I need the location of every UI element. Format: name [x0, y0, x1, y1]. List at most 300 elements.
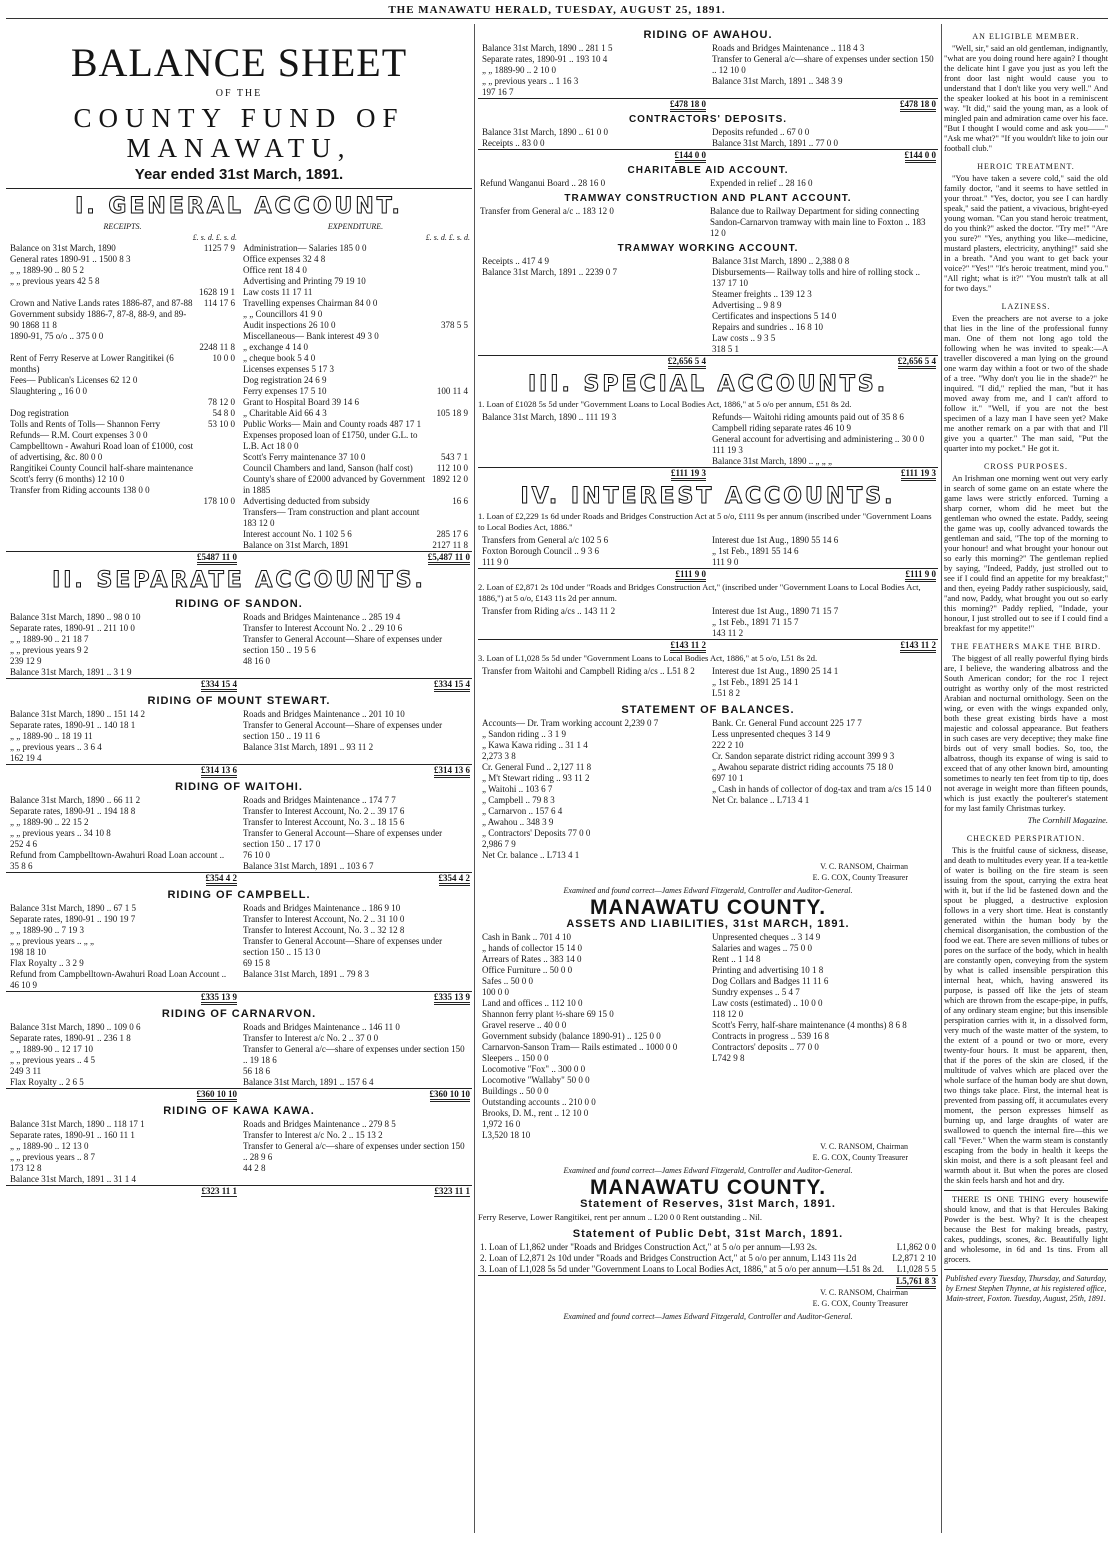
ledger-row	[8, 667, 237, 678]
ledger-description: Rangitikei County Council half-share maintenance Scott's ferry (6 months) 12 10 0	[10, 463, 193, 484]
ledger-amount: 2127 11 8	[432, 540, 468, 550]
ledger-row	[710, 43, 936, 54]
special-total-left: £111 19 3	[671, 468, 706, 481]
ledger-amount: 2248 11 8	[199, 342, 235, 352]
riding-left	[8, 903, 237, 991]
ledger-entry: „ „ previous years .. 3 6 4	[10, 742, 102, 752]
ledger-row	[241, 386, 470, 397]
articles-container	[944, 32, 1108, 1186]
ledger-entry: 56 18 6	[243, 1066, 270, 1076]
awahou-heading: RIDING OF AWAHOU.	[643, 29, 773, 41]
ledger-amount: 543 7 1	[441, 452, 468, 462]
ledger-row	[8, 463, 237, 485]
ledger-row	[241, 1130, 470, 1141]
ledger-row	[241, 861, 470, 872]
ledger-row	[241, 656, 470, 667]
ledger-entry: Balance 31st March, 1890 .. 61 0 0	[482, 127, 608, 137]
ledger-row	[241, 364, 470, 375]
debt-description: 3. Loan of L1,028 5s 5d under "Government Loans to Local Bodies Act, 1886," at 5 o/o per annum—L51 8s 2d.	[480, 1264, 885, 1274]
riding-left	[8, 612, 237, 678]
ledger-entry: Unpresented cheques .. 3 14 9	[712, 932, 821, 942]
ledger-row	[710, 740, 936, 751]
ledger-row	[8, 254, 237, 265]
ledger-row	[8, 742, 237, 753]
tram-working-left	[480, 256, 706, 278]
assets-audit: Examined and found correct—James Edward Fitzgerald, Controller and Auditor-General.	[563, 1166, 853, 1175]
riding-right	[241, 903, 470, 980]
ledger-row	[480, 1086, 706, 1097]
ledger-description: „ „ Councillors 41 9 0	[243, 309, 323, 319]
ledger-description: Public Works— Main and County roads 487 17 1	[243, 419, 422, 429]
charitable-heading: CHARITABLE AID ACCOUNT.	[627, 165, 789, 176]
interest-table-1	[478, 535, 938, 580]
ledger-row	[8, 1152, 237, 1163]
ledger-description: Grant to Hospital Board 39 14 6	[243, 397, 359, 407]
ledger-entry: Balance 31st March, 1891 .. 2239 0 7	[482, 267, 617, 277]
ledger-row	[710, 557, 936, 568]
hercules-ad-text: THERE IS ONE THING every housewife should know, and that is that Hercules Baking Powder is the best. Why? It is the cheapest because the Best for making breads, pastry, cakes, puddings, scones, &c. Beautifully light and wholesome, in 6d and 1s tins. From all grocers.	[944, 1195, 1108, 1264]
ledger-entry: Transfer to General Account—Share of expenses under section 150 .. 15 13 0	[243, 936, 443, 957]
ledger-row	[480, 965, 706, 976]
ledger-row	[8, 1077, 237, 1088]
article-body: This is the fruitful cause of sickness, disease, and death to multitudes every year. If a tea-kettle of water is boiling on the fire steam is seen issuing from the spout, carrying the extra heat with it, but if the lid be fastened down and the spout be plugged, a destructive explosion follows in a very short time. Heat is constantly generated within the human body by the chemical disorganisation, the combustion of the food we eat. There are seven millions of tubes or pores on the surface of the body, which in health are constantly open, conveying from the system by what is called insensible perspiration this internal heat, which, having answered its purpose, is passed off like the jets of steam which are thrown from the escape-pipe, in puffs, of any ordinary steam engine; but this insensible perspiration carries with it, in a dissolved form, very much of the waste matter of the system, to the extent of a pound or two or more, every twenty-four hours. It must be apparent, then, that if the pores of the skin are closed, if the multitude of valves which are placed over the whole surface of the human body are shut down, two things take place. First, the internal heat is prevented from passing off, it accumulates every moment, the person expresses himself as burning up, and large draughts of water are swallowed to quench the internal fire—this we call "Fever." When the warm steam is constantly escaping from the body in health it keeps the skin moist, and there is a soft pleasant feel and warmth about it. But when the pores are closed the skin feels harsh and hot and dry.	[944, 846, 1108, 1185]
debt-row	[478, 1253, 938, 1264]
ledger-description: Fees— Publican's Licenses 62 12 0	[10, 375, 138, 385]
interest-loan-3: 3. Loan of L1,028 5s 5d under "Government Loans to Local Bodies Act, 1886," at 5 o/o, L51 8s 2d.	[478, 653, 818, 663]
ledger-entry: Brooks, D. M., rent .. 12 10 0	[482, 1108, 589, 1118]
ledger-row	[710, 773, 936, 784]
ledger-row	[710, 256, 936, 267]
ledger-row	[8, 914, 237, 925]
ledger-entry: 76 10 0	[243, 850, 270, 860]
ledger-row	[8, 947, 237, 958]
contractors-total-left: £144 0 0	[675, 150, 707, 163]
debt-row	[478, 1242, 938, 1253]
balances-audit: Examined and found correct—James Edward Fitzgerald, Controller and Auditor-General.	[563, 886, 853, 895]
ledger-row	[8, 375, 237, 386]
ledger-row	[241, 452, 470, 463]
balances-treasurer: E. G. COX, County Treasurer	[812, 873, 908, 882]
riding-total: £314 13 6	[434, 765, 470, 778]
riding-total: £334 15 4	[201, 679, 237, 692]
ledger-entry: L3,520 18 10	[482, 1130, 531, 1140]
ledger-row	[8, 265, 237, 276]
ledger-row	[241, 1077, 470, 1088]
ledger-row	[480, 1075, 706, 1086]
ledger-row	[241, 634, 470, 656]
ledger-row	[8, 753, 237, 764]
interest-table-3	[478, 666, 938, 699]
ledger-row	[480, 65, 706, 76]
riding-total: £360 10 10	[430, 1089, 471, 1102]
ledger-row	[241, 397, 470, 408]
article-title: CHECKED PERSPIRATION.	[966, 834, 1086, 843]
ledger-entry: Separate rates, 1890-91 .. 160 11 1	[10, 1130, 135, 1140]
ledger-row	[8, 656, 237, 667]
debt-chairman: V. C. RANSOM, Chairman	[820, 1288, 908, 1297]
ledger-entry: Interest due 1st Aug., 1890 71 15 7	[712, 606, 839, 616]
special-accounts-heading: III. SPECIAL ACCOUNTS.	[527, 372, 889, 397]
article	[944, 834, 1108, 1186]
ledger-row	[241, 320, 470, 331]
ledger-row	[710, 965, 936, 976]
ledger-entry: Separate rates, 1890-91 .. 140 18 1	[10, 720, 136, 730]
ledger-row	[710, 987, 936, 998]
ledger-entry: 173 12 8	[10, 1163, 42, 1173]
ledger-row	[8, 634, 237, 645]
ledger-entry: 162 19 4	[10, 753, 42, 763]
ledger-entry: Balance 31st March, 1890 .. 118 17 1	[10, 1119, 145, 1129]
ledger-row	[8, 441, 237, 463]
title-county: COUNTY FUND OF MANAWATU,	[73, 103, 405, 163]
ledger-description: County's share of £2000 advanced by Government in 1885	[243, 474, 426, 495]
interest-2-total-left: £143 11 2	[670, 640, 706, 653]
ledger-amount	[430, 364, 470, 375]
ledger-entry: Balance 31st March, 1891 .. 3 1 9	[10, 667, 132, 677]
ledger-row	[710, 434, 936, 445]
ledger-entry: „ „ 1889-90 .. 7 19 3	[10, 925, 84, 935]
ledger-row	[8, 287, 237, 298]
ledger-entry: Carnarvon-Sanson Tram— Rails estimated .. 1000 0 0	[482, 1042, 678, 1052]
ledger-entry: „ „ previous years .. 34 10 8	[10, 828, 111, 838]
ledger-entry: „ „ 1889-90 .. 12 17 10	[10, 1044, 93, 1054]
ledger-row	[480, 773, 706, 784]
balances-right	[710, 718, 936, 806]
ledger-entry: Printing and advertising 10 1 8	[712, 965, 824, 975]
ledger-description: Transfer from Riding accounts 138 0 0	[10, 485, 150, 495]
ledger-row	[710, 54, 936, 76]
ledger-entry: Balance 31st March, 1891 .. 31 1 4	[10, 1174, 136, 1184]
ledger-entry: Dog Collars and Badges 11 11 6	[712, 976, 829, 986]
ledger-entry: „ Sandon riding .. 3 1 9	[482, 729, 566, 739]
awahou-left	[480, 43, 706, 98]
ledger-row	[480, 976, 706, 987]
ledger-row	[241, 342, 470, 353]
ledger-description: Balance on 31st March, 1890	[10, 243, 116, 253]
ledger-entry: Arrears of Rates .. 383 14 0	[482, 954, 582, 964]
ledger-entry: 198 18 10	[10, 947, 46, 957]
ledger-row	[8, 485, 237, 496]
receipts-list	[8, 243, 237, 507]
charitable-right: Expended in relief .. 28 16 0	[710, 178, 813, 188]
ledger-amount	[197, 485, 237, 496]
ledger-entry: Salaries and wages .. 75 0 0	[712, 943, 812, 953]
ledger-amount: 16 6	[452, 496, 468, 506]
ledger-amount	[430, 265, 470, 276]
ledger-row	[8, 709, 237, 720]
masthead-rule	[6, 18, 1108, 19]
ledger-row	[8, 1141, 237, 1152]
interest-3-left	[480, 666, 706, 677]
ledger-entry: Balance 31st March, 1890 .. 281 1 5	[482, 43, 613, 53]
ledger-row	[8, 309, 237, 331]
ledger-row	[8, 276, 237, 287]
ledger-row	[710, 138, 936, 149]
ledger-entry: Campbell riding separate rates 46 10 9	[712, 423, 851, 433]
riding-total: £334 15 4	[434, 679, 470, 692]
ledger-entry: Contracts in progress .. 539 16 8	[712, 1031, 829, 1041]
ledger-amount	[197, 265, 237, 276]
ledger-entry: General account for advertising and administering .. 30 0 0	[712, 434, 925, 444]
ledger-entry: 1,972 16 0	[482, 1119, 521, 1129]
ledger-row	[8, 1163, 237, 1174]
ledger-row	[480, 1031, 706, 1042]
ledger-entry: Net Cr. balance .. L713 4 1	[482, 850, 580, 860]
ledger-row	[241, 969, 470, 980]
ledger-row	[710, 1042, 936, 1053]
ledger-row	[480, 729, 706, 740]
ledger-row	[8, 386, 237, 397]
ledger-entry: 111 9 0	[712, 557, 739, 567]
ledger-row	[710, 677, 936, 688]
ledger-row	[241, 1044, 470, 1066]
ledger-entry: „ 1st Feb., 1891 25 14 1	[712, 677, 799, 687]
ledger-entry: „ „ previous years .. 4 5	[10, 1055, 95, 1065]
ledger-row	[8, 958, 237, 969]
ledger-entry: Transfer to Interest Account, No. 2 .. 39 17 6	[243, 806, 405, 816]
assets-table	[478, 932, 938, 1141]
riding-right	[241, 795, 470, 872]
ledger-entry: Flax Royalty .. 3 2 9	[10, 958, 84, 968]
receipts-label: RECEIPTS.	[103, 222, 142, 231]
ledger-entry: Balance 31st March, 1890 .. 98 0 10	[10, 612, 141, 622]
article-body: Even the preachers are not averse to a joke that lies in the line of the professional funny man. One of them not long ago told the following when he was invited to speak:—A traveller discovered a man lying on the ground one warm day within a foot or two of the shade of a tree. "Why don't you lie in the shade?" he inquired. "I did," replied the man, "but it has moved away from me, and I can't afford to follow it." "Well, if you are not the best specimen of a lazy man I have seen yet? Make me another remark on a par with that and I'll give you a quarter." The man said, "Put the quarter into my pocket." He got it.	[944, 314, 1108, 453]
assets-county-title: MANAWATU COUNTY.	[589, 896, 827, 919]
ledger-row	[480, 43, 706, 54]
awahou-right	[710, 43, 936, 87]
expenditure-total: £5,487 11 0	[428, 552, 470, 565]
ledger-entry: Cash in Bank .. 701 4 10	[482, 932, 571, 942]
ledger-entry: Balance 31st March, 1891 .. 348 3 9	[712, 76, 843, 86]
ledger-row	[480, 557, 706, 568]
ledger-entry: Locomotive "Fox" .. 300 0 0	[482, 1064, 586, 1074]
special-table	[478, 412, 938, 479]
ledger-row	[480, 987, 706, 998]
ledger-entry: Transfer to General a/c—share of expenses under section 150 .. 12 10 0	[712, 54, 934, 75]
ledger-amount	[430, 298, 470, 309]
ledger-row	[710, 762, 936, 773]
ledger-entry: 111 19 3	[712, 445, 743, 455]
ledger-row	[241, 806, 470, 817]
column-middle	[478, 24, 938, 1326]
interest-3-right	[710, 666, 936, 699]
ledger-row	[710, 751, 936, 762]
column-divider	[941, 24, 942, 1533]
ledger-description: Travelling expenses Chairman 84 0 0	[243, 298, 378, 308]
ridings-container	[6, 599, 472, 1197]
ledger-entry: Foxton Borough Council .. 9 3 6	[482, 546, 600, 556]
contractors-right	[710, 127, 936, 149]
ledger-row	[480, 784, 706, 795]
tram-construction-left: Transfer from General a/c .. 183 12 0	[480, 206, 614, 216]
ledger-row	[710, 76, 936, 87]
ledger-amount	[430, 309, 470, 320]
divider	[944, 1190, 1108, 1191]
ledger-entry: Land and offices .. 112 10 0	[482, 998, 583, 1008]
ledger-row	[241, 276, 470, 287]
riding-right	[241, 612, 470, 667]
interest-1-left	[480, 535, 706, 568]
ledger-description: Balance on 31st March, 1891	[243, 540, 349, 550]
ledger-entry: Balance 31st March, 1890 .. 67 1 5	[10, 903, 136, 913]
ledger-description: „ „ 1889-90 .. 80 5 2	[10, 265, 84, 275]
ledger-entry: 69 15 8	[243, 958, 270, 968]
ledger-entry: Transfer to General Account—Share of expenses under section 150 .. 19 5 6	[243, 634, 443, 655]
ledger-description: Advertising deducted from subsidy	[243, 496, 370, 506]
contractors-table	[478, 127, 938, 161]
interest-accounts-heading: IV. INTEREST ACCOUNTS.	[520, 484, 896, 509]
ledger-entry: Sleepers .. 150 0 0	[482, 1053, 549, 1063]
column-divider	[474, 24, 475, 1533]
ledger-row	[241, 463, 470, 474]
ledger-entry: Office Furniture .. 50 0 0	[482, 965, 573, 975]
ledger-entry: Receipts .. 417 4 9	[482, 256, 549, 266]
ledger-entry: Deposits refunded .. 67 0 0	[712, 127, 810, 137]
ledger-entry: Government subsidy (balance 1890-91) .. 125 0 0	[482, 1031, 661, 1041]
ledger-entry: 143 11 2	[712, 628, 744, 638]
interest-2-total-right: £143 11 2	[900, 640, 936, 653]
ledger-row	[710, 1031, 936, 1042]
riding-table	[6, 1022, 472, 1100]
ledger-entry: Net Cr. balance .. L713 4 1	[712, 795, 810, 805]
ledger-row	[480, 954, 706, 965]
ledger-row	[480, 751, 706, 762]
ledger-row	[241, 623, 470, 634]
ledger-amount: 178 10 0	[203, 496, 235, 506]
ledger-row	[8, 612, 237, 623]
ledger-row	[8, 1174, 237, 1185]
ledger-entry: 2,273 3 8	[482, 751, 516, 761]
ledger-row	[710, 666, 936, 677]
special-total-right: £111 19 3	[901, 468, 936, 481]
ledger-row	[241, 408, 470, 419]
ledger-entry: Balance 31st March, 1891 .. 77 0 0	[712, 138, 838, 148]
ledger-entry: 111 9 0	[482, 557, 509, 567]
ledger-description	[8, 496, 197, 507]
ledger-row	[710, 795, 936, 806]
ledger-row	[241, 309, 470, 320]
ledger-row	[241, 828, 470, 850]
ledger-description: Licenses expenses 5 17 3	[243, 364, 334, 374]
liabilities-right	[710, 932, 936, 1064]
interest-1-total-right: £111 9 0	[905, 569, 936, 582]
ledger-entry: Balance 31st March, 1890 .. „ „ „	[712, 456, 832, 466]
public-debt-heading: Statement of Public Debt, 31st March, 1891.	[572, 1228, 844, 1240]
article	[944, 162, 1108, 294]
ledger-row	[480, 817, 706, 828]
ledger-entry: Balance 31st March, 1890 .. 151 14 2	[10, 709, 145, 719]
ledger-entry: Receipts .. 83 0 0	[482, 138, 545, 148]
ledger-entry: „ Awahou .. 348 3 9	[482, 817, 554, 827]
reserves-line: Ferry Reserve, Lower Rangitikei, rent per annum .. L20 0 0 Rent outstanding .. Nil.	[478, 1212, 762, 1222]
ledger-row	[8, 1066, 237, 1077]
ledger-amount	[197, 309, 237, 331]
ledger-row	[241, 958, 470, 969]
ledger-row	[710, 322, 936, 333]
ledger-row	[8, 795, 237, 806]
separate-accounts-heading: II. SEPARATE ACCOUNTS.	[52, 568, 426, 593]
riding-right	[241, 709, 470, 753]
ledger-entry: Roads and Bridges Maintenance .. 118 4 3	[712, 43, 865, 53]
ledger-row	[710, 1020, 936, 1031]
ledger-row	[241, 287, 470, 298]
riding-total: £323 11 1	[434, 1186, 470, 1197]
ledger-amount	[197, 441, 237, 463]
ledger-row	[8, 397, 237, 408]
ledger-row	[8, 925, 237, 936]
ledger-entry: Refunds— Waitohi riding amounts paid out of 35 8 6	[712, 412, 904, 422]
ledger-entry: „ Cash in hands of collector of dog-tax and tram a/cs 15 14 0	[712, 784, 932, 794]
ledger-amount	[430, 507, 470, 529]
ledger-entry: 318 5 1	[712, 344, 739, 354]
ledger-row	[8, 342, 237, 353]
ledger-row	[241, 1066, 470, 1077]
ledger-row	[710, 1009, 936, 1020]
article-body: "Well, sir," said an old gentleman, indignantly, "what are you doing round here again? I thought the delicate hint I gave you just as you left the front door last night would cause you to understand that I don't like you very well." And the speaker looked at his boot in a reminiscent way. "It did," said the young man, as a look of mingled pain and admiration came over his face. "But I thought I would come and ask you——" "Ask me what?" "If you wouldn't like to join our football club."	[944, 44, 1108, 153]
charitable-left: Refund Wanganui Board .. 28 16 0	[480, 178, 606, 188]
ledger-row	[710, 932, 936, 943]
ledger-entry: Roads and Bridges Maintenance .. 146 11 0	[243, 1022, 400, 1032]
awahou-total-left: £478 18 0	[670, 99, 706, 112]
ledger-description: Council Chambers and land, Sanson (half cost)	[243, 463, 413, 473]
ledger-amount	[197, 375, 237, 386]
general-account-heading: I. GENERAL ACCOUNT.	[75, 194, 403, 219]
ledger-amount: 285 17 6	[436, 529, 468, 539]
ledger-description: 1890-91, 75 o/o .. 375 0 0	[10, 331, 104, 341]
ledger-entry: Separate rates, 1890-91 .. 236 1 8	[10, 1033, 131, 1043]
ledger-amount	[197, 386, 237, 397]
ledger-row	[241, 265, 470, 276]
ledger-description: Government subsidy 1886-7, 87-8, 88-9, and 89-90 1868 11 8	[10, 309, 187, 330]
ledger-amount	[430, 331, 470, 342]
assets-chairman: V. C. RANSOM, Chairman	[820, 1142, 908, 1151]
ledger-row	[710, 784, 936, 795]
ledger-entry: „ Campbell .. 79 8 3	[482, 795, 555, 805]
ledger-entry: 197 16 7	[482, 87, 514, 97]
tram-working-table	[478, 256, 938, 367]
ledger-amount	[197, 430, 237, 441]
ledger-amount: 114 17 6	[203, 298, 235, 308]
ledger-description: Miscellaneous— Bank interest 49 3 0	[243, 331, 379, 341]
ledger-amount	[430, 276, 470, 287]
riding-total: £314 13 6	[201, 765, 237, 778]
ledger-row	[241, 817, 470, 828]
divider	[6, 188, 472, 189]
ledger-entry: Balance 31st March, 1890 .. 66 11 2	[10, 795, 141, 805]
ledger-row	[241, 795, 470, 806]
masthead: THE MANAWATU HERALD, TUESDAY, AUGUST 25, 1891.	[388, 4, 726, 16]
article-body: An Irishman one morning went out very early in search of some game on an estate where the game laws were strictly enforced. Turning a sharp corner, whom did he meet but the gentleman who owned the estate. Paddy, seeing the game was up, coolly advanced towards the gentleman and said, "The top of the morning to your honour! and what brought your honour out so early this morning?" The gentleman replied by saying, "Indeed, Paddy, just strolled out to see if I could find an appetite for my breakfast;" and then, eyeing Paddy rather suspiciously, said, "and now, Paddy, what brought you out so early this morning?" Paddy replied, "Indade, your honour, I just strolled out to see if I could find a breakfast for my appetite!"	[944, 474, 1108, 633]
riding-table	[6, 903, 472, 1003]
ledger-row	[710, 628, 936, 639]
ledger-amount: 112 10 0	[436, 463, 468, 473]
tram-construction-right: Balance due to Railway Department for siding connecting Sandon-Carnarvon tramway with main line to Foxton .. 183 12 0	[710, 206, 926, 238]
ledger-row	[710, 456, 936, 467]
ledger-row	[710, 267, 936, 289]
ledger-row	[8, 903, 237, 914]
tram-construction-heading: TRAMWAY CONSTRUCTION AND PLANT ACCOUNT.	[564, 193, 852, 204]
ledger-amount: 10 0 0	[212, 353, 235, 363]
ledger-entry: Steamer freights .. 139 12 3	[712, 289, 812, 299]
ledger-row	[710, 127, 936, 138]
ledger-entry: Transfer to General a/c—share of expenses under section 150 .. 28 9 6	[243, 1141, 465, 1162]
riding-total: £335 13 9	[434, 992, 470, 1005]
ledger-row	[8, 839, 237, 850]
ledger-description	[8, 397, 197, 408]
ledger-entry: Sundry expenses .. 5 4 7	[712, 987, 800, 997]
receipts-total: £5487 11 0	[197, 552, 237, 565]
ledger-row	[241, 254, 470, 265]
